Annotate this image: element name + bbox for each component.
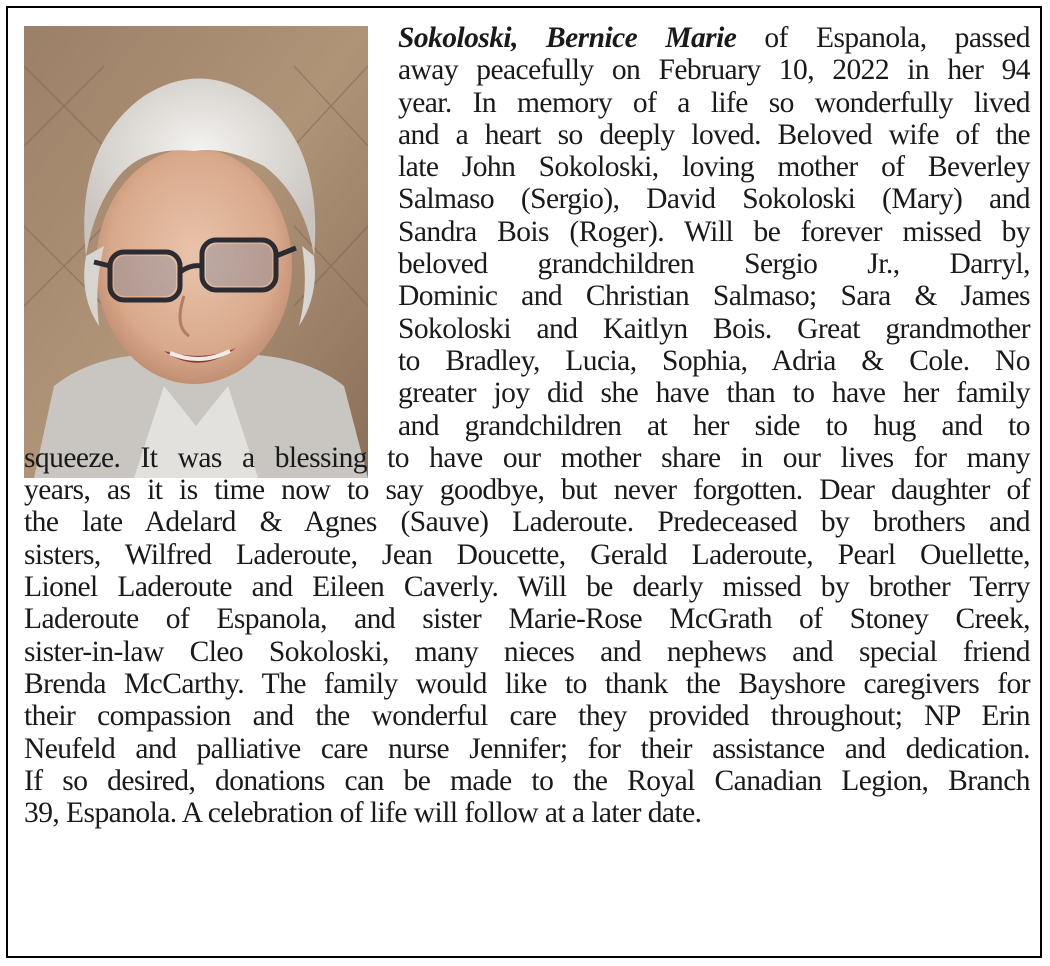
text-line: Sokoloski and Kaitlyn Bois. Great grandmother (398, 312, 1030, 345)
text-line: Neufeld and palliative care nurse Jennifer; for their assistance and dedication. (24, 732, 1030, 765)
text-line: beloved grandchildren Sergio Jr., Darryl, (398, 248, 1030, 281)
obituary-text (24, 22, 1030, 829)
text-line: Sandra Bois (Roger). Will be forever missed by (398, 215, 1030, 248)
obituary-card (6, 6, 1042, 958)
text-line: 39, Espanola. A celebration of life will follow at a later date. (24, 797, 702, 830)
text-line: Laderoute of Espanola, and sister Marie-Rose McGrath of Stoney Creek, (24, 603, 1030, 636)
text-line: and grandchildren at her side to hug and to (398, 409, 1030, 442)
text-line: to Bradley, Lucia, Sophia, Adria & Cole. No (398, 344, 1030, 377)
text-line: the late Adelard & Agnes (Sauve) Laderoute. Predeceased by brothers and (24, 506, 1030, 539)
text-line: sisters, Wilfred Laderoute, Jean Doucette, Gerald Laderoute, Pearl Ouellette, (24, 538, 1030, 571)
text-line: Dominic and Christian Salmaso; Sara & James (398, 280, 1030, 313)
text-line: Salmaso (Sergio), David Sokoloski (Mary) and (398, 183, 1030, 216)
text-line: greater joy did she have than to have her family (398, 377, 1030, 410)
text-line: away peacefully on February 10, 2022 in her 94 (398, 54, 1030, 87)
text-line: sister-in-law Cleo Sokoloski, many nieces and nephews and special friend (24, 635, 1030, 668)
text-line: their compassion and the wonderful care they provided throughout; NP Erin (24, 700, 1030, 733)
text-line: If so desired, donations can be made to the Royal Canadian Legion, Branch (24, 764, 1030, 797)
text-line: squeeze. It was a blessing to have our mother share in our lives for many (24, 441, 1030, 474)
text-line: and a heart so deeply loved. Beloved wife of the (398, 118, 1030, 151)
text-line: year. In memory of a life so wonderfully lived (398, 86, 1030, 119)
text-line: Brenda McCarthy. The family would like to thank the Bayshore caregivers for (24, 667, 1030, 700)
text-line: late John Sokoloski, loving mother of Beverley (398, 151, 1030, 184)
text-line: Sokoloski, Bernice Marie of Espanola, passed (398, 22, 1031, 54)
deceased-name: Sokoloski, Bernice Marie (398, 22, 737, 54)
text-line: Lionel Laderoute and Eileen Caverly. Will be dearly missed by brother Terry (24, 571, 1030, 604)
text-line: years, as it is time now to say goodbye, but never forgotten. Dear daughter of (24, 474, 1030, 507)
